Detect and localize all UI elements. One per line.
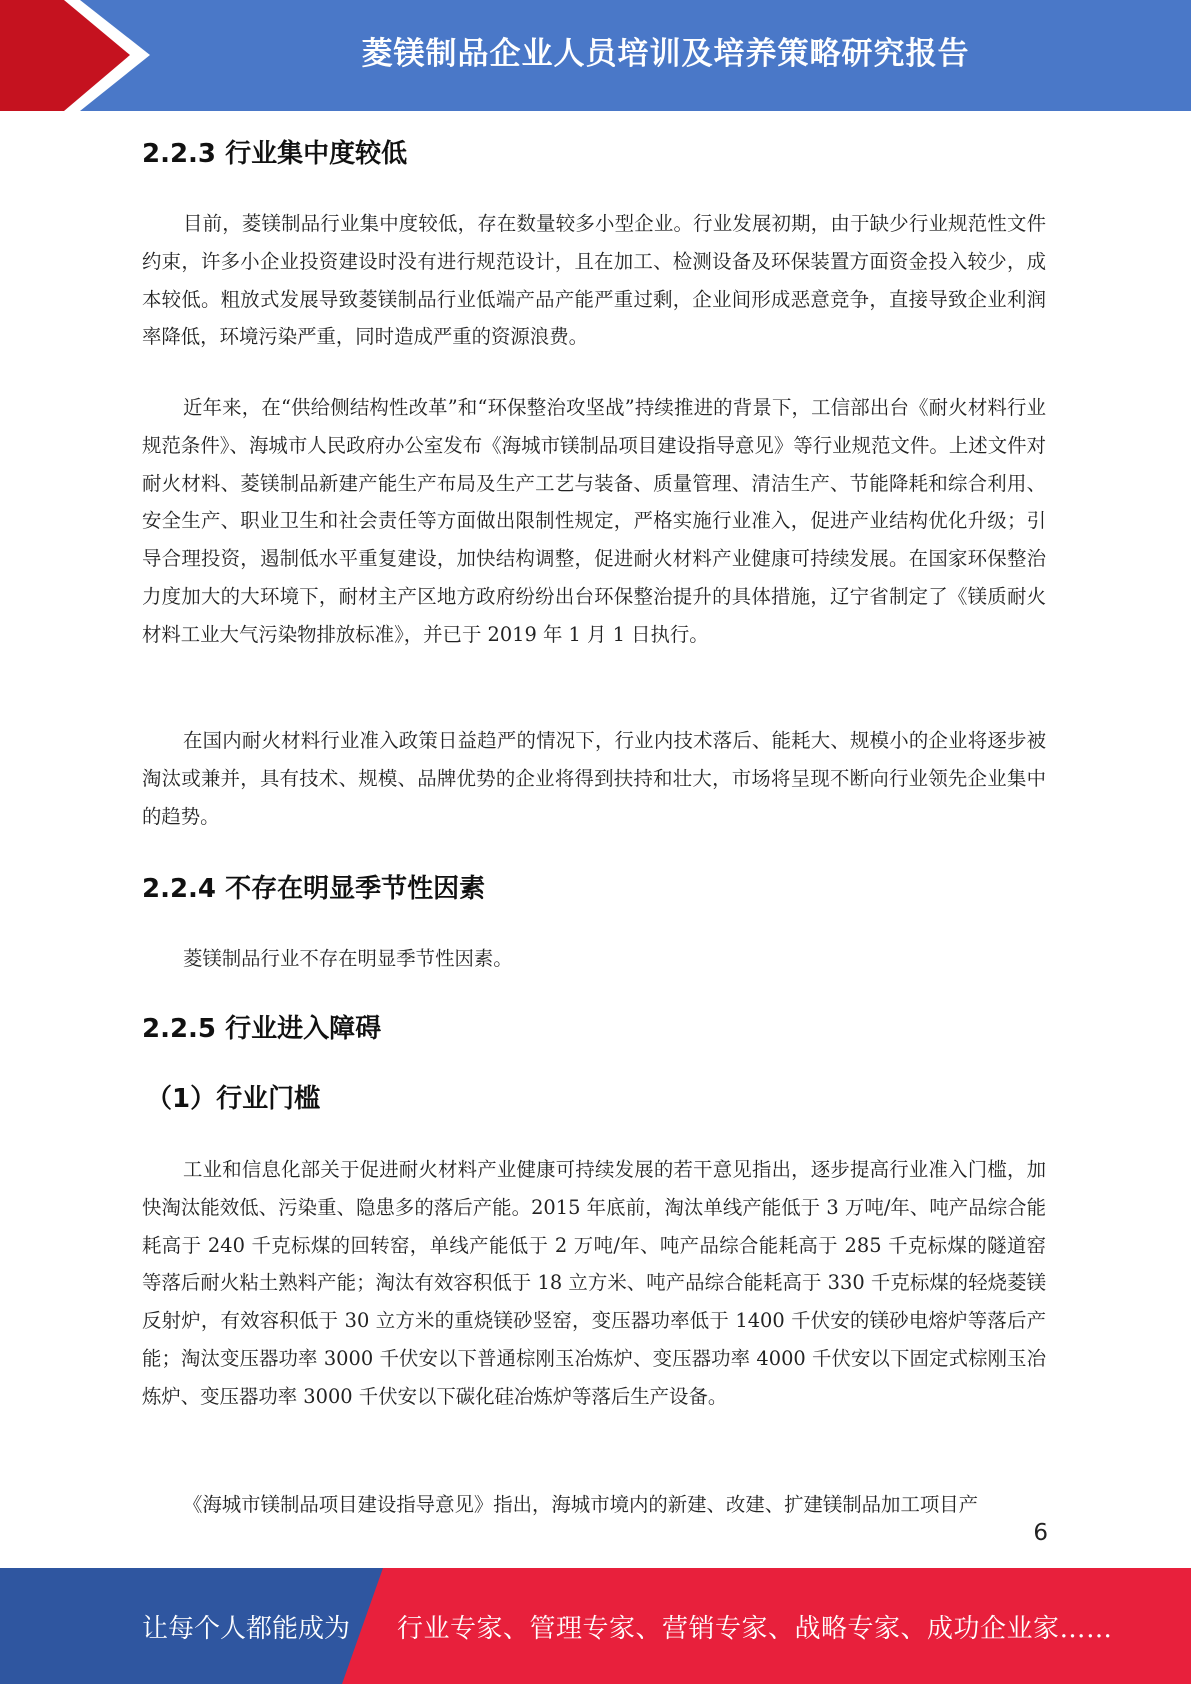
page-number: 6 (1033, 1520, 1048, 1546)
footer-slogan-left: 让每个人都能成为 (142, 1613, 351, 1644)
section-heading-2-2-4: 2.2.4 不存在明显季节性因素 (142, 874, 486, 904)
paragraph: 《海城市镁制品项目建设指导意见》指出，海城市境内的新建、改建、扩建镁制品加工项目产 (183, 1493, 979, 1516)
section-heading-2-2-5: 2.2.5 行业进入障碍 (142, 1014, 382, 1044)
header-chevron-graphic (0, 0, 160, 111)
paragraph: 菱镁制品行业不存在明显季节性因素。 (183, 947, 513, 970)
subsection-heading: （1）行业门槛 (146, 1084, 321, 1114)
paragraph: 工业和信息化部关于促进耐火材料产业健康可持续发展的若干意见指出，逐步提高行业准入门槛，加快淘汰能效低、污染重、隐患多的落后产能。2015 年底前，淘汰单线产能低于 3 万吨/年、吨产品综合能耗高于 240 千克标煤的回转窑，单线产能低于 2 万吨/年、吨产品综合能耗高于 285 千克标煤的隧道窑等落后耐火粘土熟料产能；淘汰有效容积低于 18 立方米、吨产品综合能耗高于 330 千克标煤的轻烧菱镁反射炉，有效容积低于 30 立方米的重烧镁砂竖窑，变压器功率低于 1400 千伏安的镁砂电熔炉等落后产能；淘汰变压器功率 3000 千伏安以下普通棕刚玉冶炼炉、变压器功率 4000 千伏安以下固定式棕刚玉冶炼炉、变压器功率 3000 千伏安以下碳化硅冶炼炉等落后生产设备。 (142, 1158, 1046, 1408)
footer-slogan-right: 行业专家、管理专家、营销专家、战略专家、成功企业家…… (397, 1613, 1113, 1644)
paragraph: 近年来，在“供给侧结构性改革”和“环保整治攻坚战”持续推进的背景下，工信部出台《耐火材料行业规范条件》、海城市人民政府办公室发布《海城市镁制品项目建设指导意见》等行业规范文件。上述文件对耐火材料、菱镁制品新建产能生产布局及生产工艺与装备、质量管理、清洁生产、节能降耗和综合利用、安全生产、职业卫生和社会责任等方面做出限制性规定，严格实施行业准入，促进产业结构优化升级；引导合理投资，遏制低水平重复建设，加快结构调整，促进耐火材料产业健康可持续发展。在国家环保整治力度加大的大环境下，耐材主产区地方政府纷纷出台环保整治提升的具体措施，辽宁省制定了《镁质耐火材料工业大气污染物排放标准》，并已于 2019 年 1 月 1 日执行。 (142, 396, 1046, 646)
paragraph: 目前，菱镁制品行业集中度较低，存在数量较多小型企业。行业发展初期，由于缺少行业规范性文件约束，许多小企业投资建设时没有进行规范设计，且在加工、检测设备及环保装置方面资金投入较少，成本较低。粗放式发展导致菱镁制品行业低端产品产能严重过剩，企业间形成恶意竞争，直接导致企业利润率降低，环境污染严重，同时造成严重的资源浪费。 (142, 212, 1046, 349)
footer-banner (0, 1568, 1191, 1684)
header-banner (0, 0, 1191, 111)
report-title: 菱镁制品企业人员培训及培养策略研究报告 (361, 35, 970, 72)
paragraph: 在国内耐火材料行业准入政策日益趋严的情况下，行业内技术落后、能耗大、规模小的企业将逐步被淘汰或兼并，具有技术、规模、品牌优势的企业将得到扶持和壮大，市场将呈现不断向行业领先企业集中的趋势。 (142, 729, 1046, 828)
section-heading-2-2-3: 2.2.3 行业集中度较低 (142, 139, 408, 169)
